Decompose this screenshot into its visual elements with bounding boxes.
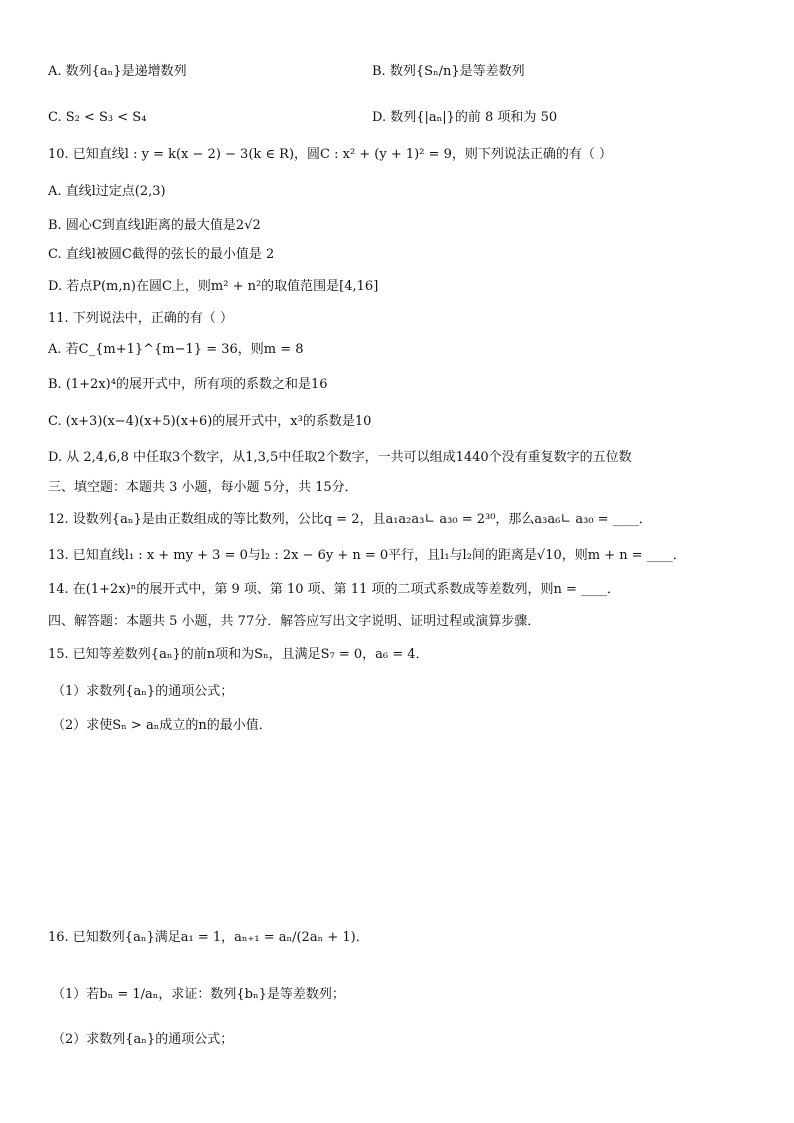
q10-option-a: A. 直线l过定点(2,3) xyxy=(48,184,166,199)
section-answer-heading: 四、解答题：本题共 5 小题，共 77分．解答应写出文字说明、证明过程或演算步骤． xyxy=(48,614,541,629)
q15-stem: 15. 已知等差数列{aₙ}的前n项和为Sₙ，且满足S₇ = 0，a₆ = 4． xyxy=(48,647,429,662)
q9-option-b: B. 数列{Sₙ/n}是等差数列 xyxy=(372,64,525,79)
q11-option-b: B. (1+2x)⁴的展开式中，所有项的系数之和是16 xyxy=(48,377,328,392)
q11-option-a: A. 若C_{m+1}^{m−1} = 36，则m = 8 xyxy=(48,342,304,357)
q10-option-c: C. 直线l被圆C截得的弦长的最小值是 2 xyxy=(48,247,275,262)
q13: 13. 已知直线l₁ : x + my + 3 = 0与l₂ : 2x − 6y + n = 0平行，且l₁与l₂间的距离是√10，则m + n = ____． xyxy=(48,548,686,563)
q15-part-1: （1）求数列{aₙ}的通项公式； xyxy=(52,684,234,699)
q12: 12. 设数列{aₙ}是由正数组成的等比数列，公比q = 2，且a₁a₂a₃∟ a₃₀ = 2³⁰，那么a₃a₆∟ a₃₀ = ____． xyxy=(48,512,652,527)
q11-stem: 11. 下列说法中，正确的有（ ） xyxy=(48,311,233,326)
q9-option-c: C. S₂ < S₃ < S₄ xyxy=(48,110,147,125)
q11-option-d: D. 从 2,4,6,8 中任取3个数字，从1,3,5中任取2个数字，一共可以组成1440个没有重复数字的五位数 xyxy=(48,450,632,465)
q14: 14. 在(1+2x)ⁿ的展开式中，第 9 项、第 10 项、第 11 项的二项式系数成等差数列，则n = ____． xyxy=(48,582,621,597)
q11-option-c: C. (x+3)(x−4)(x+5)(x+6)的展开式中，x³的系数是10 xyxy=(48,414,372,429)
q16-part-2: （2）求数列{aₙ}的通项公式； xyxy=(52,1032,234,1047)
q16-stem: 16. 已知数列{aₙ}满足a₁ = 1，aₙ₊₁ = aₙ/(2aₙ + 1)． xyxy=(48,930,369,945)
section-fill-in-heading: 三、填空题：本题共 3 小题，每小题 5分，共 15分． xyxy=(48,480,358,495)
q9-option-a: A. 数列{aₙ}是递增数列 xyxy=(48,64,187,79)
q10-stem: 10. 已知直线l : y = k(x − 2) − 3(k ∈ R)，圆C : x² + (y + 1)² = 9，则下列说法正确的有（ ） xyxy=(48,147,612,162)
q15-part-2: （2）求使Sₙ > aₙ成立的n的最小值． xyxy=(52,718,272,733)
q9-option-d: D. 数列{|aₙ|}的前 8 项和为 50 xyxy=(372,110,558,125)
q10-option-d: D. 若点P(m,n)在圆C上，则m² + n²的取值范围是[4,16] xyxy=(48,279,379,294)
q10-option-b: B. 圆心C到直线l距离的最大值是2√2 xyxy=(48,218,261,233)
q16-part-1: （1）若bₙ = 1/aₙ，求证：数列{bₙ}是等差数列； xyxy=(52,987,345,1002)
